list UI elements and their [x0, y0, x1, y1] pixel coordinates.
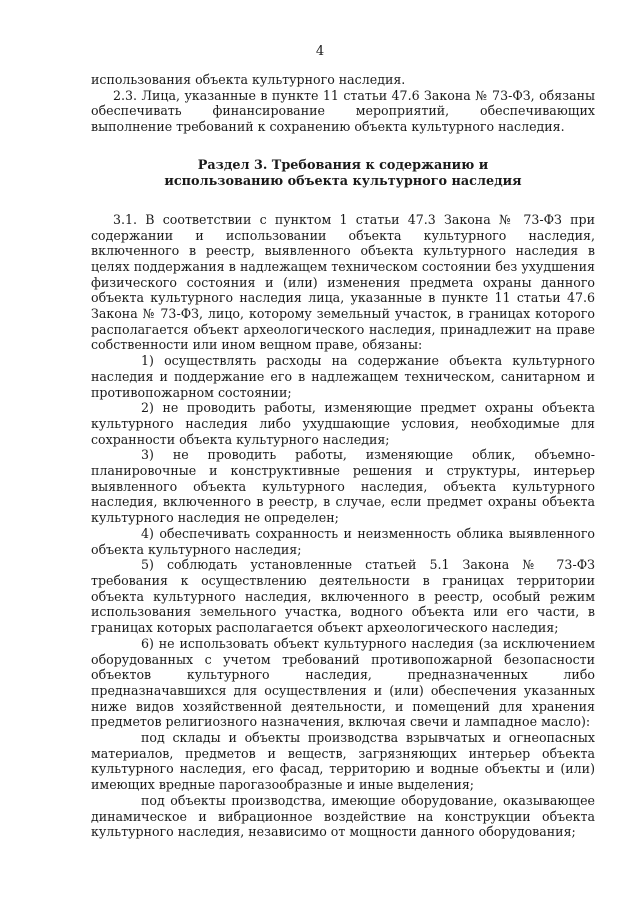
list-item: 4) обеспечивать сохранность и неизменность облика выявленного объекта культурного наследия;	[91, 525, 595, 557]
list-item: 5) соблюдать установленные статьей 5.1 Закона № 73-ФЗ требования к осуществлению деятельности в границах территории объекта культурного наследия, включенного в реестр, особый режим использования земельного участка, водного объекта или его части, в границах которых располагается объект археологического наследия;	[91, 557, 595, 636]
list-item: 6) не использовать объект культурного наследия (за исключением оборудованных с учетом требований противопожарной безопасности объектов культурного наследия, предназначенных либо предназначавшихся для осуществления и (или) обеспечения указанных ниже видов хозяйственной деятельности, и помещений для хранения предметов религиозного назначения, включая свечи и лампадное масло):	[91, 635, 595, 730]
paragraph-3-1: 3.1. В соответствии с пунктом 1 статьи 47.3 Закона № 73-ФЗ при содержании и использовании объекта культурного наследия, включенного в реестр, выявленного объекта культурного наследия в целях поддержания в надлежащем техническом состоянии без ухудшения физического состояния и (или) изменения предмета охраны данного объекта культурного наследия лица, указанные в пункте 11 статьи 47.6 Закона № 73-ФЗ, лицо, которому земельный участок, в границах которого располагается объект археологического наследия, принадлежит на праве собственности или ином вещном праве, обязаны:	[91, 211, 595, 353]
document-body	[91, 72, 595, 840]
sub-item: под объекты производства, имеющие оборудование, оказывающее динамическое и вибрационное воздействие на конструкции объекта культурного наследия, независимо от мощности данного оборудования;	[91, 792, 595, 840]
sub-item: под склады и объекты производства взрывчатых и огнеопасных материалов, предметов и веществ, загрязняющих интерьер объекта культурного наследия, его фасад, территорию и водные объекты и (или) имеющих вредные парогазообразные и иные выделения;	[91, 730, 595, 793]
list-item: 1) осуществлять расходы на содержание объекта культурного наследия и поддержание его в надлежащем техническом, санитарном и противопожарном состоянии;	[91, 353, 595, 400]
paragraph-2-3: 2.3. Лица, указанные в пункте 11 статьи 47.6 Закона № 73-ФЗ, обязаны обеспечивать финансирование мероприятий, обеспечивающих выполнение требований к сохранению объекта культурного наследия.	[91, 87, 595, 135]
list-item: 2) не проводить работы, изменяющие предмет охраны объекта культурного наследия либо ухудшающие условия, необходимые для сохранности объекта культурного наследия;	[91, 400, 595, 447]
continuation-text: использования объекта культурного наследия.	[91, 72, 406, 87]
section-heading: Раздел 3. Требования к содержанию и использованию объекта культурного наследия	[164, 157, 522, 189]
list-item: 3) не проводить работы, изменяющие облик, объемно-планировочные и конструктивные решения и структуры, интерьер выявленного объекта культурного наследия, объекта культурного наследия, включенного в реестр, в случае, если предмет охраны объекта культурного наследия не определен;	[91, 447, 595, 526]
page-number: 4	[315, 44, 325, 59]
